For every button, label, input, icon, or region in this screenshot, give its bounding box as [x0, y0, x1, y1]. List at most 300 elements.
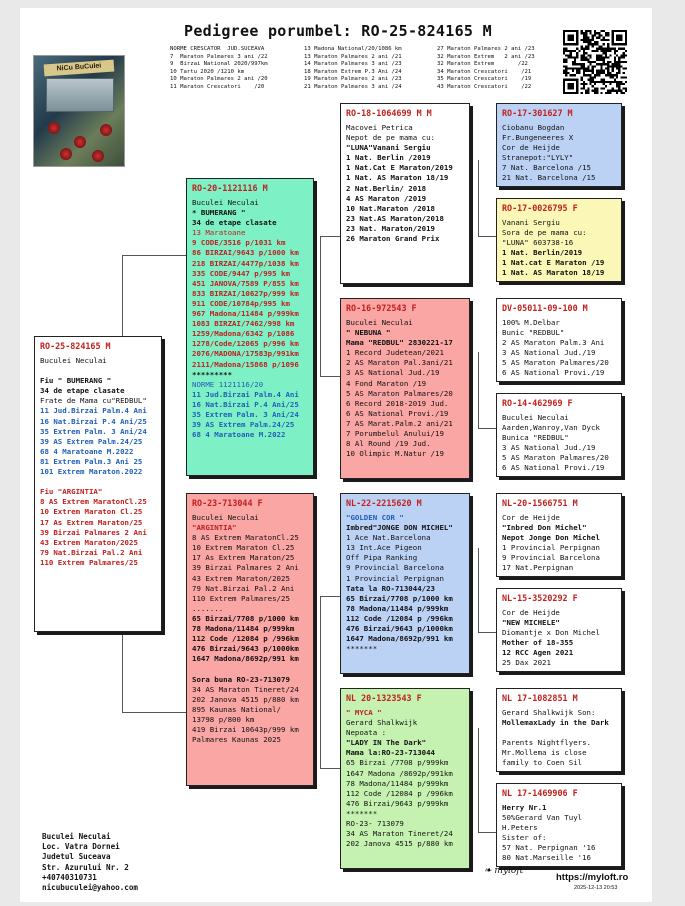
qr-module [614, 81, 616, 83]
pigeon-id: RO-17-0026795 F [502, 203, 578, 213]
qr-module [585, 39, 587, 41]
qr-module [596, 74, 598, 76]
qr-module [601, 68, 603, 70]
qr-module [607, 63, 609, 65]
qr-module [592, 34, 594, 36]
detail-line: Fr.Bungeneeres X [502, 133, 574, 143]
qr-module [596, 54, 598, 56]
text-line: 14 Maraton Palmares 3 ani /23 [304, 61, 402, 68]
qr-module [587, 30, 589, 32]
detail-line: 218 BIRZAI/4477p/1038 km [192, 258, 299, 268]
detail-line: 21 Nat. Barcelona /15 [502, 173, 596, 183]
pigeon-card-sire[interactable] [186, 178, 314, 476]
detail-line: 13 Maratoane [192, 228, 246, 238]
detail-line: Palmares Kaunas 2025 [192, 735, 281, 745]
qr-module [585, 83, 587, 85]
qr-module [592, 85, 594, 87]
detail-line: 7 Porumbelul Anului/19 [346, 429, 444, 439]
pigeon-details [502, 513, 617, 574]
qr-module [587, 61, 589, 63]
qr-module [601, 63, 603, 65]
qr-module [609, 65, 611, 67]
qr-module [607, 48, 609, 50]
qr-module [585, 37, 587, 39]
detail-line: ******* [346, 808, 378, 818]
text-line: Buculei Neculai [42, 832, 111, 841]
qr-module [585, 68, 587, 70]
pigeon-card-ss-dam[interactable] [496, 198, 622, 282]
qr-module [572, 56, 574, 58]
qr-module [567, 68, 569, 70]
detail-line: Stranepot:"LYLY" [502, 153, 574, 163]
qr-module [607, 70, 609, 72]
qr-module [618, 70, 620, 72]
qr-module [574, 68, 576, 70]
pigeon-id: RO-16-972543 F [346, 303, 417, 313]
qr-module [623, 76, 625, 78]
pigeon-details [502, 803, 617, 864]
qr-module [589, 41, 591, 43]
detail-line: 476 Birzai/9643 p/1000km [346, 624, 453, 634]
qr-module [596, 92, 598, 94]
qr-module [592, 61, 594, 63]
qr-module [616, 72, 618, 74]
detail-line: 6 AS National Provi./19 [346, 408, 449, 418]
qr-module [618, 59, 620, 61]
qr-module [601, 50, 603, 52]
pigeon-card-dd-dam[interactable] [496, 783, 622, 867]
pigeon-card-sd-dam[interactable] [496, 393, 622, 477]
qr-module [587, 68, 589, 70]
qr-module [620, 92, 622, 94]
detail-line: Cor de Heijde [502, 608, 560, 617]
detail-line: 5 AS Maraton Palmares/20 [502, 453, 609, 463]
qr-module [618, 56, 620, 58]
detail-line: 202 Janova 4515 p/880 km [192, 694, 299, 704]
qr-module [623, 54, 625, 56]
detail-line: 25 Dax 2021 [502, 658, 551, 668]
qr-module [565, 74, 567, 76]
detail-line: RO-23- 713079 [346, 819, 404, 829]
detail-line: Mama "REDBUL" 2830221-17 [346, 338, 453, 348]
detail-line: 4 AS Maraton /2019 [346, 193, 427, 203]
detail-line: 10 Olimpic M.Natur /19 [346, 449, 444, 459]
qr-module [576, 48, 578, 50]
detail-line: 79 Nat.Birzai Pal.2 Ani [40, 547, 143, 557]
detail-line: "GOLDEN COR " [346, 513, 404, 522]
detail-line: Frate de Mama cu"REDBUL" [40, 396, 147, 406]
qr-module [616, 83, 618, 85]
qr-module [609, 61, 611, 63]
qr-module [583, 83, 585, 85]
connector-line [478, 832, 496, 833]
qr-module [618, 85, 620, 87]
qr-module [583, 37, 585, 39]
detail-line: 1647 Madona/8692p/991 km [192, 654, 299, 664]
qr-module [609, 76, 611, 78]
detail-line: 1 Nat. Berlin /2019 [346, 153, 431, 163]
pigeon-id: RO-18-1064699 M M [346, 108, 432, 118]
qr-module [581, 68, 583, 70]
qr-module [620, 65, 622, 67]
detail-line: 80 Nat.Marseille '16 [502, 853, 591, 863]
qr-module [583, 41, 585, 43]
qr-module [587, 59, 589, 61]
detail-line: 34 de etape clasate [40, 386, 125, 396]
qr-module [596, 50, 598, 52]
detail-line: 1 Nat. AS Maraton 18/19 [502, 268, 605, 278]
qr-module [572, 63, 574, 65]
detail-line: 2111/Madona/15868 p/1096 [192, 359, 299, 369]
qr-module [616, 63, 618, 65]
qr-module [605, 32, 607, 34]
detail-line: Buculei Neculai [192, 198, 259, 207]
detail-line: 1083 BIRZAI/7462/998 km [192, 319, 295, 329]
qr-module [620, 54, 622, 56]
qr-module [596, 32, 598, 34]
pigeon-card-dd-sire[interactable] [496, 688, 622, 772]
qr-module [563, 59, 565, 61]
qr-module [570, 68, 572, 70]
text-line: 32 Maraton Extrem 2 ani /23 [437, 53, 535, 60]
qr-module [585, 52, 587, 54]
qr-module [565, 48, 567, 50]
qr-module [589, 39, 591, 41]
detail-line: Mr.Mollema is close [502, 748, 587, 758]
pigeon-card-ds-sire[interactable] [496, 493, 622, 577]
qr-module [620, 81, 622, 83]
qr-module [609, 90, 611, 92]
connector-line [122, 255, 186, 256]
qr-module [609, 54, 611, 56]
qr-module [596, 48, 598, 50]
text-line: 19 Maraton Palmares 2 ani /23 [304, 76, 402, 83]
qr-module [585, 48, 587, 50]
detail-line: 23 Nat.AS Maraton/2018 [346, 213, 444, 223]
qr-module [614, 59, 616, 61]
qr-module [574, 56, 576, 58]
qr-module [625, 61, 627, 63]
text-line: 9 Birzai National 2020/997km [170, 61, 268, 68]
qr-module [565, 70, 567, 72]
detail-line: "Inbred Don Michel" [502, 523, 587, 533]
text-line: 10 Tartu 2020 /1210 km [170, 68, 245, 75]
qr-module [601, 30, 603, 32]
qr-module [592, 68, 594, 70]
qr-module [614, 90, 616, 92]
qr-module [607, 65, 609, 67]
qr-module [592, 65, 594, 67]
qr-module [605, 48, 607, 50]
loft-house-image [46, 78, 114, 112]
qr-module [592, 81, 594, 83]
qr-module [620, 48, 622, 50]
pigeon-id: RO-17-301627 M [502, 108, 573, 118]
pigeon-details [346, 318, 465, 459]
qr-module [587, 45, 589, 47]
qr-module [598, 63, 600, 65]
qr-module [567, 72, 569, 74]
qr-module [616, 65, 618, 67]
qr-module [576, 52, 578, 54]
qr-module [605, 52, 607, 54]
qr-module [598, 72, 600, 74]
detail-line: Fiu " BUMERANG " [40, 376, 112, 386]
detail-line: 86 BIRZAI/9643 p/1000 km [192, 248, 299, 258]
pigeon-id: NL 17-1082851 M [502, 693, 578, 703]
qr-module [578, 70, 580, 72]
detail-line: Ciobanu Bogdan [502, 123, 565, 132]
qr-module [607, 61, 609, 63]
detail-line: 1647 Madona /8692p/991km [346, 768, 453, 778]
qr-module [601, 70, 603, 72]
qr-module [612, 90, 614, 92]
detail-line: 6 AS National Provi./19 [502, 463, 605, 473]
qr-module [603, 50, 605, 52]
qr-module [592, 39, 594, 41]
qr-module [592, 72, 594, 74]
qr-module [592, 37, 594, 39]
myloft-logo [484, 866, 523, 876]
qr-module [574, 74, 576, 76]
detail-line: 68 4 Maratoane M.2022 [192, 430, 286, 440]
detail-line: MollemaxLady in the Dark [502, 718, 609, 728]
detail-line: 967 Madona/11484 p/999km [192, 309, 299, 319]
detail-line: Nepoata : [346, 728, 387, 738]
qr-module [612, 70, 614, 72]
qr-module [583, 63, 585, 65]
qr-module [563, 61, 565, 63]
qr-module [585, 70, 587, 72]
detail-line: Mother of 18-355 [502, 638, 574, 648]
qr-module [594, 83, 596, 85]
qr-module [603, 30, 605, 32]
detail-line: Off Pipa Ranking [346, 553, 418, 563]
qr-module [618, 87, 620, 89]
qr-module [616, 85, 618, 87]
qr-module [572, 74, 574, 76]
qr-module [594, 34, 596, 36]
pigeon-details [346, 123, 465, 244]
qr-module [596, 87, 598, 89]
detail-line: 9 CODE/3516 p/1031 km [192, 238, 286, 248]
pigeon-details [346, 513, 465, 654]
detail-line: 17 As Extrem Maraton/25 [40, 517, 143, 527]
qr-module [603, 39, 605, 41]
qr-module [598, 54, 600, 56]
detail-line: 8 Al Round /19 Jud. [346, 439, 431, 449]
detail-line: Macovei Petrica [346, 123, 413, 132]
myloft-logo-text: myloft [494, 866, 524, 876]
detail-line: 7 Nat. Barcelona /15 [502, 163, 591, 173]
pigeon-card-subject[interactable] [34, 336, 162, 632]
qr-module [603, 52, 605, 54]
qr-module [594, 50, 596, 52]
text-line: 10 Maraton Palmares 2 ani /20 [170, 76, 268, 83]
detail-line: Buculei Neculai [502, 413, 569, 422]
qr-module [609, 50, 611, 52]
qr-module [605, 54, 607, 56]
detail-line: 9 Provincial Barcelona [346, 563, 444, 573]
qr-module [574, 61, 576, 63]
qr-module [607, 81, 609, 83]
qr-module [576, 63, 578, 65]
qr-module [596, 56, 598, 58]
qr-module [594, 87, 596, 89]
qr-module [618, 48, 620, 50]
connector-line [478, 352, 479, 428]
qr-module [614, 50, 616, 52]
detail-line: 3 AS National Jud./19 [502, 348, 596, 358]
text-line: NORME CRESCATOR JUD.SUCEAVA [170, 46, 265, 52]
qr-module [587, 74, 589, 76]
qr-module [567, 54, 569, 56]
qr-module [594, 61, 596, 63]
detail-line: 3 AS National Jud./19 [346, 368, 440, 378]
qr-module [598, 56, 600, 58]
detail-line: 1 Provincial Perpignan [502, 543, 600, 553]
qr-module [574, 50, 576, 52]
qr-module [585, 74, 587, 76]
qr-module [570, 54, 572, 56]
detail-line: 10 Extrem Maraton Cl.25 [40, 507, 143, 517]
detail-line: 1 Provincial Perpignan [346, 573, 444, 583]
qr-module [601, 79, 603, 81]
detail-line: 1 Nat. AS Maraton 18/19 [346, 173, 449, 183]
qr-module [612, 68, 614, 70]
pigeon-details [502, 413, 617, 474]
detail-line: Bunica "REDBUL" [502, 433, 569, 443]
qr-module [563, 72, 565, 74]
pigeon-card-dam[interactable] [186, 493, 314, 786]
pigeon-details [192, 198, 309, 440]
qr-module [623, 83, 625, 85]
qr-module [616, 54, 618, 56]
qr-module [616, 61, 618, 63]
qr-module [583, 68, 585, 70]
detail-line: 34 AS Maraton Tineret/24 [346, 829, 453, 839]
qr-module [594, 30, 596, 32]
detail-line: 2 AS Maraton Pal.3ani/21 [346, 358, 453, 368]
qr-module [587, 39, 589, 41]
detail-line: 9 Provincial Barcelona [502, 553, 600, 563]
qr-module [620, 76, 622, 78]
qr-module [620, 83, 622, 85]
qr-finder-module [616, 34, 623, 41]
qr-module [603, 59, 605, 61]
connector-line [320, 236, 340, 237]
qr-module [620, 56, 622, 58]
text-line: +40740310731 [42, 872, 97, 882]
detail-line: 65 Birzai /7708 p/999km [346, 758, 449, 768]
qr-module [565, 72, 567, 74]
footer-url-link[interactable]: https://myloft.ro [556, 872, 629, 883]
qr-module [612, 48, 614, 50]
qr-module [594, 32, 596, 34]
pigeon-details [192, 513, 309, 745]
qr-module [578, 63, 580, 65]
pigeon-card-dam-dam[interactable] [340, 688, 470, 869]
qr-module [572, 61, 574, 63]
detail-line: 1 Ace Nat.Barcelona [346, 533, 431, 543]
qr-module [589, 70, 591, 72]
qr-module [589, 54, 591, 56]
pigeon-card-sire-sire[interactable] [340, 103, 470, 284]
qr-module [616, 74, 618, 76]
pigeon-details [502, 218, 617, 279]
qr-module [581, 79, 583, 81]
detail-line: 10 Nat.Maraton /2018 [346, 203, 435, 213]
detail-line: 13798 p/800 km [192, 714, 255, 724]
detail-line: Sora de pe mama cu: [502, 228, 587, 238]
pigeon-card-ss-sire[interactable] [496, 103, 622, 187]
loft-logo-sign: NiCu BuCulei [44, 60, 115, 77]
detail-line: 35 Extrem Palm. 3 Ani/24 [40, 426, 147, 436]
qr-module [587, 54, 589, 56]
qr-module [585, 34, 587, 36]
pigeon-card-ds-dam[interactable] [496, 588, 622, 672]
qr-module [587, 48, 589, 50]
qr-module [614, 48, 616, 50]
pigeon-card-sire-dam[interactable] [340, 298, 470, 479]
qr-module [570, 52, 572, 54]
detail-line: Aarden,Wanroy,Van Dyck [502, 423, 600, 433]
detail-line: H.Peters [502, 823, 538, 833]
qr-module [612, 74, 614, 76]
qr-module [603, 79, 605, 81]
qr-module [601, 56, 603, 58]
connector-line [320, 596, 340, 597]
detail-line: 79 Nat.Birzai Pal.2 Ani [192, 583, 295, 593]
detail-line: 16 Nat.Birzai P.4 Ani/25 [192, 399, 299, 409]
qr-module [616, 90, 618, 92]
detail-line: Mama la:RO-23-713044 [346, 748, 435, 758]
qr-module [565, 61, 567, 63]
detail-line: Vanani Sergiu [502, 218, 560, 227]
qr-module [618, 68, 620, 70]
detail-line: 110 Extrem Palmares/25 [40, 557, 138, 567]
qr-module [587, 87, 589, 89]
qr-module [618, 90, 620, 92]
qr-module [576, 70, 578, 72]
connector-line [478, 548, 479, 632]
pigeon-card-sd-sire[interactable] [496, 298, 622, 382]
qr-module [589, 74, 591, 76]
qr-module [583, 39, 585, 41]
qr-module [563, 52, 565, 54]
detail-line: 3 AS National Jud./19 [502, 443, 596, 453]
qr-code[interactable] [563, 30, 627, 94]
connector-line [478, 428, 496, 429]
text-line: nicubuculei@yahoo.com [42, 883, 139, 893]
detail-line: 895 Kaunas National/ [192, 704, 281, 714]
text-line: 43 Maraton Crescatori /22 [437, 83, 532, 90]
detail-line [40, 477, 157, 487]
qr-module [605, 81, 607, 83]
qr-module [576, 72, 578, 74]
qr-module [578, 50, 580, 52]
pigeon-id: RO-20-1121116 M [192, 183, 268, 193]
detail-line: 13 Int.Ace Pigeon [346, 543, 422, 553]
qr-module [614, 56, 616, 58]
detail-line: 23 Nat. Maraton/2019 [346, 223, 435, 233]
pigeon-card-dam-sire[interactable] [340, 493, 470, 674]
detail-line: * BUMERANG " [192, 208, 246, 218]
detail-line: 8 AS Extrem MaratonCl.25 [192, 533, 299, 543]
qr-module [623, 52, 625, 54]
qr-module [583, 85, 585, 87]
header-results-col2 [304, 46, 402, 92]
